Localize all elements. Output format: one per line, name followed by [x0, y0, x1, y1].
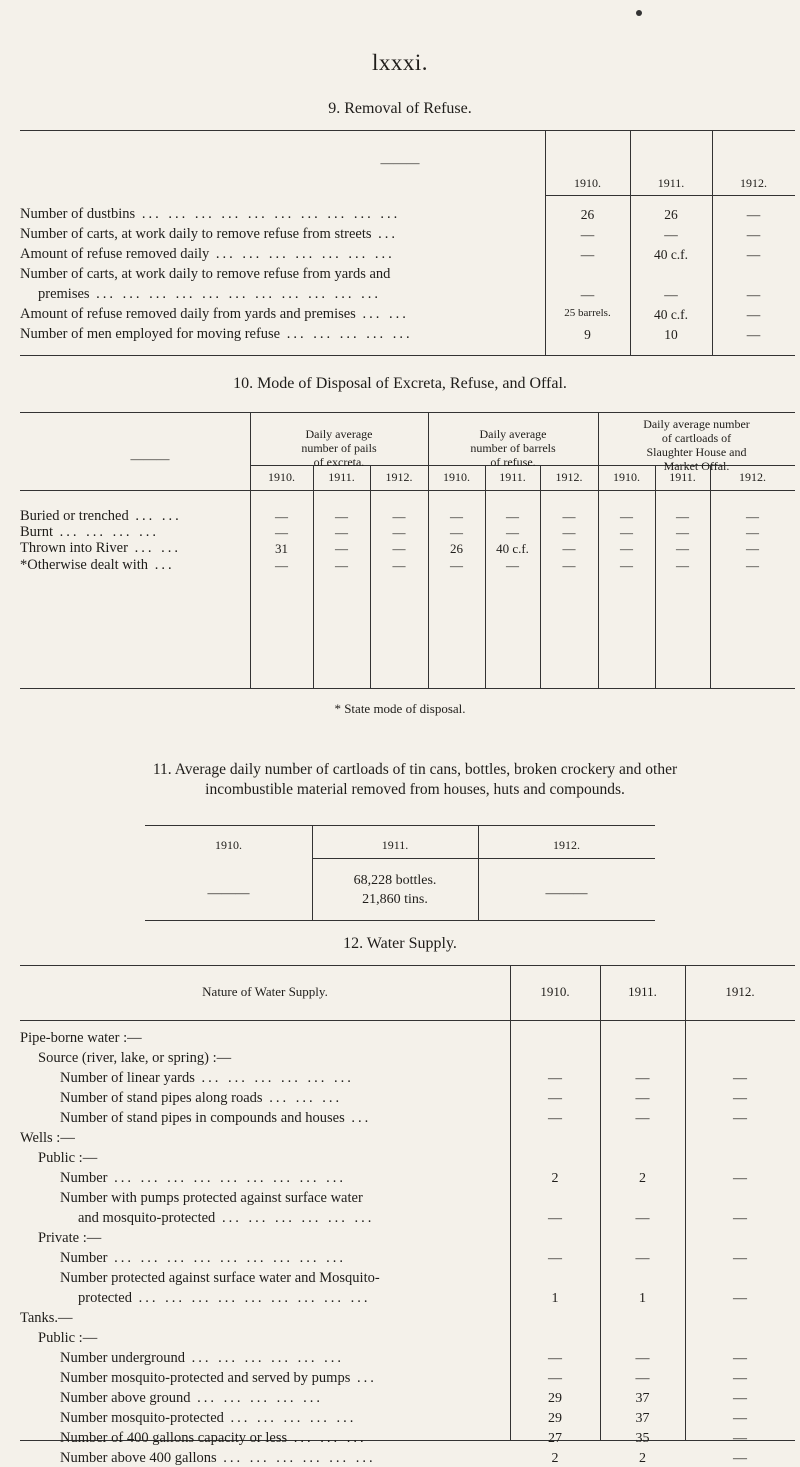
s10-top-rule	[20, 412, 795, 413]
s12-row-label-text: Number of stand pipes in compounds and houses	[60, 1110, 345, 1126]
s12-row-label-cont-text: and mosquito-protected	[78, 1210, 216, 1226]
s11-value-1911-tins: 21,860 tins.	[362, 892, 428, 907]
s10-group-line: of cartloads of	[661, 431, 732, 445]
leader-dots: ... ... ... ... ...	[223, 1410, 357, 1426]
s12-value: —	[635, 1251, 650, 1266]
s10-value: —	[620, 509, 633, 524]
s9-value: —	[746, 207, 761, 222]
s12-value: —	[635, 1211, 650, 1226]
s10-value: —	[746, 509, 759, 524]
s9-value: 40 c.f.	[653, 247, 689, 262]
s11-value-1912: ———	[545, 886, 588, 901]
s12-row-label	[60, 1450, 376, 1467]
s11-year: 1912.	[553, 838, 580, 852]
s12-value: —	[733, 1171, 747, 1186]
s12-row-label: Number with pumps protected against surface water	[60, 1190, 363, 1206]
s10-value: 26	[450, 541, 463, 556]
s10-value: —	[676, 558, 689, 573]
s9-value: 40 c.f.	[653, 307, 689, 322]
s12-value: —	[548, 1251, 562, 1266]
s12-value: —	[733, 1091, 747, 1106]
s12-row-label: Public :—	[38, 1150, 98, 1166]
s10-value: —	[562, 509, 576, 524]
s10-value: —	[392, 525, 406, 540]
s11-value-1910: ———	[207, 886, 250, 901]
s12-row-label	[60, 1350, 344, 1367]
s12-value: 2	[639, 1451, 646, 1466]
s9-value: —	[664, 227, 678, 242]
page-number: lxxxi.	[371, 50, 429, 75]
s10-col-rule	[540, 465, 541, 688]
s12-value: 27	[548, 1431, 562, 1446]
s10-year: 1910.	[613, 470, 640, 484]
s9-row-label-text: Number of dustbins	[20, 206, 136, 222]
s12-row-label	[60, 1410, 356, 1427]
s9-row-label-text: Amount of refuse removed daily	[20, 246, 210, 262]
s10-group-header	[598, 417, 795, 473]
s12-value: 1	[639, 1291, 646, 1306]
leader-dots: ... ... ... ... ... ... ... ... ... ... ...	[89, 286, 382, 302]
leader-dots: ... ... ... ... ... ... ... ... ... ...	[135, 206, 401, 222]
s10-value: —	[392, 509, 406, 524]
s9-row-label: Number of carts, at work daily to remove refuse from yards and	[20, 266, 391, 282]
s12-row-label-text: Number mosquito-protected and served by pumps	[60, 1370, 351, 1386]
s12-value: —	[733, 1411, 747, 1426]
s10-group-line: of excreta.	[313, 455, 365, 469]
s9-value: —	[746, 307, 761, 322]
leader-dots: ... ... ... ...	[53, 524, 160, 540]
s10-value: —	[450, 509, 463, 524]
s10-value: —	[676, 509, 689, 524]
s10-row-label	[20, 524, 159, 541]
s9-row-label	[20, 226, 398, 243]
s12-value: —	[635, 1351, 650, 1366]
s12-value: —	[733, 1451, 747, 1466]
s9-value: 9	[584, 327, 591, 342]
s12-value: 37	[635, 1411, 650, 1426]
s12-value: 35	[635, 1431, 650, 1446]
s10-col-rule	[313, 465, 314, 688]
s12-value: 29	[548, 1391, 562, 1406]
s10-year: 1911.	[499, 470, 526, 484]
s12-row-label-cont-text: protected	[78, 1290, 132, 1306]
s12-row-label	[60, 1070, 354, 1087]
leader-dots: ...	[148, 557, 175, 573]
s12-col-rule	[685, 965, 686, 1440]
s9-value: —	[580, 287, 595, 302]
s10-value: —	[676, 541, 689, 556]
s12-col-rule	[600, 965, 601, 1440]
leader-dots: ... ...	[355, 306, 409, 322]
s10-value: —	[506, 558, 519, 573]
s10-value: —	[746, 541, 759, 556]
s12-value: —	[548, 1071, 562, 1086]
s10-group-line: Slaughter House and	[646, 445, 747, 459]
s9-row-label-cont	[38, 286, 381, 303]
s10-value: —	[562, 541, 576, 556]
s9-row-label-cont-text: premises	[38, 286, 90, 302]
s9-value: —	[746, 327, 761, 342]
s12-row-label-text: Number of 400 gallons capacity or less	[60, 1430, 288, 1446]
s10-value: —	[746, 558, 759, 573]
s12-row-label: Private :—	[38, 1230, 102, 1246]
s10-col-rule	[655, 465, 656, 688]
s12-row-label: Public :—	[38, 1330, 98, 1346]
section-9-title: 9. Removal of Refuse.	[328, 100, 472, 117]
s12-value: —	[548, 1371, 562, 1386]
s10-value: —	[275, 525, 288, 540]
s12-row-label: Wells :—	[20, 1130, 75, 1146]
s9-row-label-text: Number of carts, at work daily to remove refuse from streets	[20, 226, 372, 242]
s10-value: 31	[275, 541, 288, 556]
leader-dots: ... ... ... ... ... ... ... ... ...	[131, 1290, 371, 1306]
s12-row-label	[60, 1170, 346, 1187]
leader-dots: ... ... ... ... ... ...	[215, 1210, 375, 1226]
s10-footnote: * State mode of disposal.	[334, 701, 466, 716]
s10-bottom-rule	[20, 688, 795, 689]
s9-value: —	[746, 227, 761, 242]
s12-value: —	[733, 1431, 747, 1446]
s9-value: —	[746, 287, 761, 302]
s10-group-line: Daily average	[305, 427, 373, 441]
leader-dots: ... ... ...	[287, 1430, 367, 1446]
s10-value: —	[335, 525, 348, 540]
s10-row-label-text: *Otherwise dealt with	[20, 557, 149, 573]
s10-value: —	[746, 525, 759, 540]
s9-year: 1910.	[574, 176, 601, 190]
s10-group-line: Daily average number	[643, 417, 750, 431]
s12-value: 2	[551, 1171, 559, 1186]
s9-value: 26	[664, 207, 678, 222]
s12-value: —	[548, 1211, 562, 1226]
s9-value: —	[746, 247, 761, 262]
s12-value: —	[635, 1091, 650, 1106]
s12-row-label	[60, 1370, 377, 1387]
s12-value: —	[733, 1351, 747, 1366]
leader-dots: ... ... ... ... ... ... ... ... ...	[107, 1250, 347, 1266]
s12-value: —	[733, 1211, 747, 1226]
s10-row-label-text: Burnt	[20, 524, 54, 540]
s11-year: 1911.	[381, 838, 409, 852]
s11-bottom-rule	[145, 920, 655, 921]
s9-row-label-text: Number of men employed for moving refuse	[20, 326, 281, 342]
s9-year: 1912.	[740, 176, 767, 190]
leader-dots: ... ... ... ... ... ...	[194, 1070, 354, 1086]
s11-value-1911-bottles: 68,228 bottles.	[353, 873, 437, 888]
s10-col-rule	[710, 465, 711, 688]
s12-row-label	[60, 1250, 346, 1267]
s10-group-line: of refuse.	[490, 455, 536, 469]
s10-value: —	[506, 525, 519, 540]
s12-row-label-text: Number of linear yards	[60, 1070, 195, 1086]
section-12-title: 12. Water Supply.	[343, 935, 457, 952]
s12-row-label-text: Number of stand pipes along roads	[60, 1090, 263, 1106]
s10-year: 1912.	[555, 470, 583, 484]
leader-dots: ... ... ... ... ... ... ... ... ...	[107, 1170, 347, 1186]
s10-value: —	[275, 509, 288, 524]
page-mark	[636, 10, 642, 16]
s12-value: —	[548, 1351, 562, 1366]
s12-row-label: Source (river, lake, or spring) :—	[38, 1050, 232, 1066]
s10-year: 1910.	[443, 470, 470, 484]
s12-row-label	[60, 1430, 367, 1447]
s10-header-rule	[20, 490, 795, 491]
leader-dots: ... ... ... ... ...	[190, 1390, 323, 1406]
s10-value: —	[275, 558, 288, 573]
s12-year: 1911.	[628, 984, 657, 999]
s9-value: —	[580, 227, 595, 242]
s12-header-rule	[20, 1020, 795, 1021]
s10-value: —	[620, 541, 633, 556]
s12-row-label-text: Number above 400 gallons	[60, 1450, 217, 1466]
s10-row-label-text: Thrown into River	[20, 540, 128, 556]
s10-group-header	[250, 427, 428, 469]
s12-value: 1	[551, 1291, 559, 1306]
s12-row-label-text: Number mosquito-protected	[60, 1410, 224, 1426]
s9-row-label	[20, 306, 409, 323]
leader-dots: ... ...	[128, 508, 182, 524]
s12-value: —	[733, 1111, 747, 1126]
s9-value: —	[664, 287, 678, 302]
s12-value: 2	[639, 1171, 646, 1186]
s10-row-label	[20, 540, 181, 557]
leader-dots: ...	[371, 226, 399, 242]
s10-year: 1911.	[669, 470, 696, 484]
section-11-title: 11. Average daily number of cartloads of tin cans, bottles, broken crockery and other incombustible material removed from houses, huts and compounds.	[152, 761, 678, 798]
s10-value: —	[335, 558, 348, 573]
s10-group-line: Daily average	[479, 427, 547, 441]
s12-row-label	[60, 1090, 342, 1107]
s12-value: —	[733, 1391, 747, 1406]
s10-col-rule	[485, 465, 486, 688]
s9-row-label-text: Amount of refuse removed daily from yards and premises	[20, 306, 356, 322]
s10-value: —	[335, 541, 348, 556]
s12-year: 1910.	[540, 984, 570, 999]
s12-row-label-cont	[78, 1210, 374, 1227]
s12-row-label: Pipe-borne water :—	[20, 1030, 142, 1046]
s10-value: —	[450, 525, 463, 540]
s10-value: —	[676, 525, 689, 540]
s12-row-label: Number protected against surface water and Mosquito-	[60, 1270, 380, 1286]
s10-value: —	[392, 558, 406, 573]
s10-value: —	[620, 558, 633, 573]
s12-value: —	[733, 1071, 747, 1086]
s10-value: —	[620, 525, 633, 540]
leader-dots: ... ... ...	[262, 1090, 343, 1106]
section-10-title: 10. Mode of Disposal of Excreta, Refuse, and Offal.	[233, 375, 567, 392]
s10-year: 1912.	[739, 470, 766, 484]
s10-year: 1910.	[268, 470, 295, 484]
s10-year: 1911.	[328, 470, 355, 484]
s9-row-label	[20, 246, 395, 263]
s10-col-rule	[370, 465, 371, 688]
s10-value: —	[506, 509, 519, 524]
s12-year: 1912.	[725, 984, 755, 999]
s10-row-label-text: Buried or trenched	[20, 508, 129, 524]
s9-value: 25 barrels.	[564, 307, 611, 319]
s10-group-line: number of pails	[301, 441, 377, 455]
leader-dots: ...	[344, 1110, 372, 1126]
s9-top-rule	[20, 130, 795, 131]
s12-value: 2	[551, 1451, 559, 1466]
s12-value: —	[548, 1111, 562, 1126]
s12-row-label-text: Number underground	[60, 1350, 185, 1366]
s12-row-label-cont	[78, 1290, 370, 1307]
s10-value: —	[450, 558, 463, 573]
leader-dots: ... ... ... ... ...	[280, 326, 413, 342]
s10-group-line: Market Offal.	[663, 459, 730, 473]
s9-corner: ———	[380, 155, 420, 170]
s9-value: 10	[664, 327, 678, 342]
leader-dots: ... ... ... ... ... ... ...	[209, 246, 395, 262]
s11-year: 1910.	[215, 838, 242, 852]
s12-row-label	[60, 1390, 323, 1407]
s12-value: 29	[548, 1411, 562, 1426]
s12-row-label	[60, 1110, 371, 1127]
s10-value: 40 c.f.	[496, 541, 529, 556]
s12-value: —	[635, 1111, 650, 1126]
s9-value: 26	[580, 207, 595, 222]
s11-top-rule	[145, 825, 655, 826]
s10-corner: ———	[130, 451, 170, 466]
s9-row-label	[20, 326, 413, 343]
s12-row-label-text: Number above ground	[60, 1390, 191, 1406]
s12-top-rule	[20, 965, 795, 966]
s10-row-label	[20, 508, 182, 525]
s12-value: —	[635, 1071, 650, 1086]
s12-value: —	[548, 1091, 562, 1106]
s10-group-header	[428, 427, 598, 469]
s10-value: —	[392, 541, 406, 556]
s11-header-rule	[312, 858, 655, 859]
s9-bottom-rule	[20, 355, 795, 356]
s12-col-rule	[510, 965, 511, 1440]
leader-dots: ... ... ... ... ... ...	[184, 1350, 344, 1366]
s12-row-label: Tanks.—	[20, 1310, 73, 1326]
s10-value: —	[562, 558, 576, 573]
s9-header-rule	[545, 195, 795, 196]
s10-row-label	[20, 557, 175, 574]
s9-row-label	[20, 206, 400, 223]
s10-year: 1912.	[385, 470, 413, 484]
s10-group-line: number of barrels	[470, 441, 556, 455]
s12-row-label-text: Number	[60, 1170, 108, 1186]
s12-row-label-text: Number	[60, 1250, 108, 1266]
s12-value: —	[733, 1371, 747, 1386]
s12-value: 37	[635, 1391, 650, 1406]
leader-dots: ... ...	[127, 540, 181, 556]
s12-header: Nature of Water Supply.	[202, 984, 328, 999]
s12-value: —	[635, 1371, 650, 1386]
s10-value: —	[562, 525, 576, 540]
s10-value: —	[335, 509, 348, 524]
s9-value: —	[580, 247, 595, 262]
s9-year: 1911.	[657, 176, 685, 190]
leader-dots: ... ... ... ... ... ...	[216, 1450, 376, 1466]
leader-dots: ...	[350, 1370, 377, 1386]
s12-value: —	[733, 1291, 747, 1306]
s12-value: —	[733, 1251, 747, 1266]
